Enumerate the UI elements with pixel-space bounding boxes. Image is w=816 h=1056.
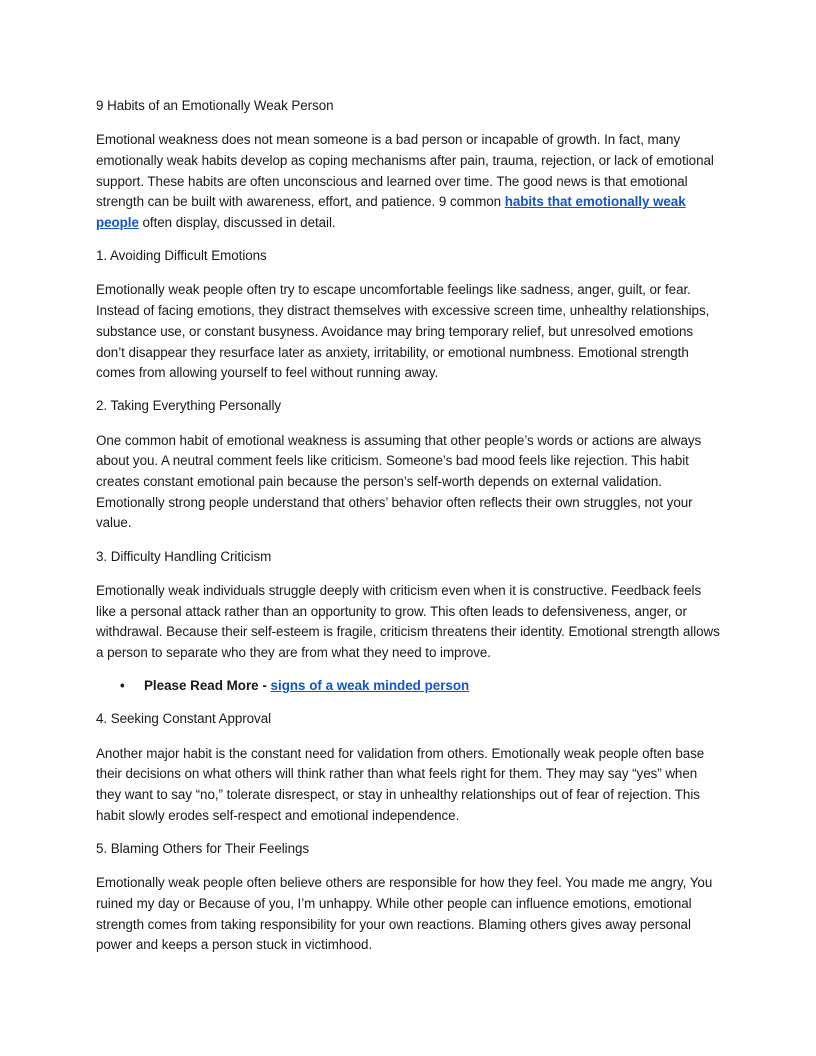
read-more-label: Please Read More - (144, 678, 271, 694)
section-body-2: One common habit of emotional weakness is assuming that other people’s words or actions are always about you. A neutral comment feels like criticism. Someone’s bad mood feels like rejection. This habit creates constant emotional pain because the person’s self-worth depends on external validation. Emotionally strong people understand that others’ behavior often reflects their own struggles, not your value. (96, 432, 702, 531)
read-more-link[interactable]: signs of a weak minded person (270, 678, 470, 694)
section-heading-2: 2. Taking Everything Personally (96, 398, 282, 414)
section-heading-1: 1. Avoiding Difficult Emotions (96, 248, 267, 264)
section-heading-5: 5. Blaming Others for Their Feelings (96, 840, 310, 856)
section-heading-4: 4. Seeking Constant Approval (96, 711, 272, 727)
intro-text-end: often display, discussed in detail. (138, 215, 336, 231)
intro-paragraph (96, 130, 724, 234)
intro-text: Emotional weakness does not mean someone is a bad person or incapable of growth. In fact, many emotionally weak habits develop as coping mechanisms after pain, trauma, rejection, or lack of emotional support. These habits are often unconscious and learned over time. The good news is that emotional strength can be built with awareness, effort, and patience. 9 common (96, 132, 714, 210)
habits-link[interactable]: habits that emotionally weak people (96, 194, 686, 231)
document-title: 9 Habits of an Emotionally Weak Person (96, 98, 334, 113)
section-heading-3: 3. Difficulty Handling Criticism (96, 548, 272, 564)
section-body-5: Emotionally weak people often believe others are responsible for how they feel. You made me angry, You ruined my day or Because of you, I’m unhappy. While other people can influence emotions, emotional strength comes from taking responsibility for your own reactions. Blaming others gives away personal power and keeps a person stuck in victimhood. (96, 875, 713, 953)
document-page (96, 96, 724, 968)
section-body-4: Another major habit is the constant need for validation from others. Emotionally weak people often base their decisions on what others will think rather than what feels right for them. They may say “yes” when they want to say “no,” tolerate disrespect, or stay in unhealthy relationships out of fear of rejection. This habit slowly erodes self-respect and emotional independence. (96, 745, 705, 823)
read-more-item (96, 676, 724, 697)
section-body-1: Emotionally weak people often try to escape uncomfortable feelings like sadness, anger, guilt, or fear. Instead of facing emotions, they distract themselves with excessive screen time, unhealthy relationships, substance use, or constant busyness. Avoidance may bring temporary relief, but unresolved emotions don’t disappear they resurface later as anxiety, irritability, or emotional numbness. Emotional strength comes from allowing yourself to feel without running away. (96, 282, 710, 381)
bullet-icon: • (120, 678, 125, 694)
section-body-3: Emotionally weak individuals struggle deeply with criticism even when it is constructive. Feedback feels like a personal attack rather than an opportunity to grow. This often leads to defensiveness, anger, or withdrawal. Because their self-esteem is fragile, criticism threatens their identity. Emotional strength allows a person to separate who they are from what they need to improve. (96, 582, 720, 660)
